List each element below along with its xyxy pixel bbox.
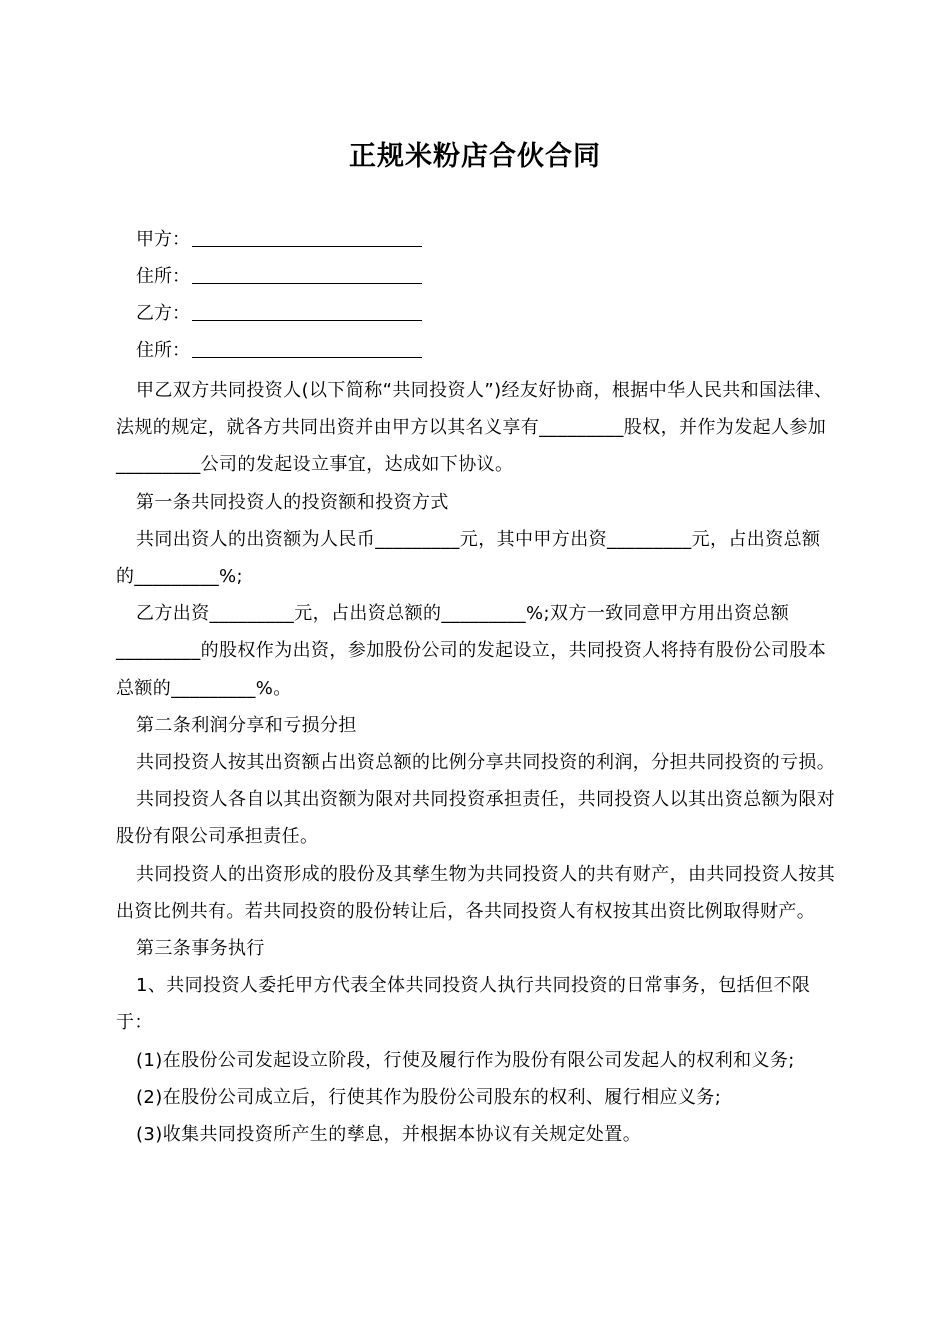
article-3-heading: 第三条事务执行: [136, 938, 265, 960]
party-a-address-label: 住所：: [136, 266, 190, 287]
party-b-blank: [192, 302, 422, 321]
article-2-paragraph-2: 共同投资人各自以其出资额为限对共同投资承担责任，共同投资人以其出资总额为限对股份有限公司承担责任。: [116, 789, 836, 848]
preamble-paragraph: 甲乙双方共同投资人(以下简称“共同投资人”)经友好协商，根据中华人民共和国法律、法规的规定，就各方共同出资并由甲方以其名义享有_________股权，并作为发起人参加_________公司的发起设立事宜，达成如下协议。: [116, 380, 833, 476]
article-3-item-3: (3)收集共同投资所产生的孳息，并根据本协议有关规定处置。: [136, 1124, 642, 1146]
contract-body: [116, 372, 836, 1153]
party-a-blank: [192, 228, 422, 247]
party-b-address-label: 住所：: [136, 340, 190, 361]
article-3-paragraph-1: 1、共同投资人委托甲方代表全体共同投资人执行共同投资的日常事务，包括但不限于：: [116, 975, 811, 1034]
party-b-label: 乙方：: [136, 303, 190, 324]
party-b-address-line: [136, 339, 422, 363]
party-a-address-blank: [192, 265, 422, 284]
article-1-heading: 第一条共同投资人的投资额和投资方式: [136, 491, 449, 513]
party-b-line: [136, 302, 422, 326]
party-b-address-blank: [192, 339, 422, 358]
document-title: 正规米粉店合伙合同: [349, 141, 601, 172]
party-a-line: [136, 228, 422, 252]
article-1-paragraph-2: 乙方出资_________元，占出资总额的_________%;双方一致同意甲方用出资总额_________的股权作为出资，参加股份公司的发起设立，共同投资人将持有股份公司股本总额的_________%。: [116, 603, 827, 699]
party-a-label: 甲方：: [136, 229, 190, 250]
party-a-address-line: [136, 265, 422, 289]
article-2-paragraph-1: 共同投资人按其出资额占出资总额的比例分享共同投资的利润，分担共同投资的亏损。: [136, 752, 836, 774]
article-1-paragraph-1: 共同出资人的出资额为人民币_________元，其中甲方出资_________元，占出资总额的_________%;: [116, 528, 821, 588]
article-2-heading: 第二条利润分享和亏损分担: [136, 714, 357, 736]
article-3-item-2: (2)在股份公司成立后，行使其作为股份公司股东的权利、履行相应义务;: [136, 1086, 722, 1108]
article-3-item-1: (1)在股份公司发起设立阶段，行使及履行作为股份有限公司发起人的权利和义务;: [136, 1049, 795, 1071]
article-2-paragraph-3: 共同投资人的出资形成的股份及其孳生物为共同投资人的共有财产，由共同投资人按其出资比例共有。若共同投资的股份转让后，各共同投资人有权按其出资比例取得财产。: [116, 863, 836, 922]
